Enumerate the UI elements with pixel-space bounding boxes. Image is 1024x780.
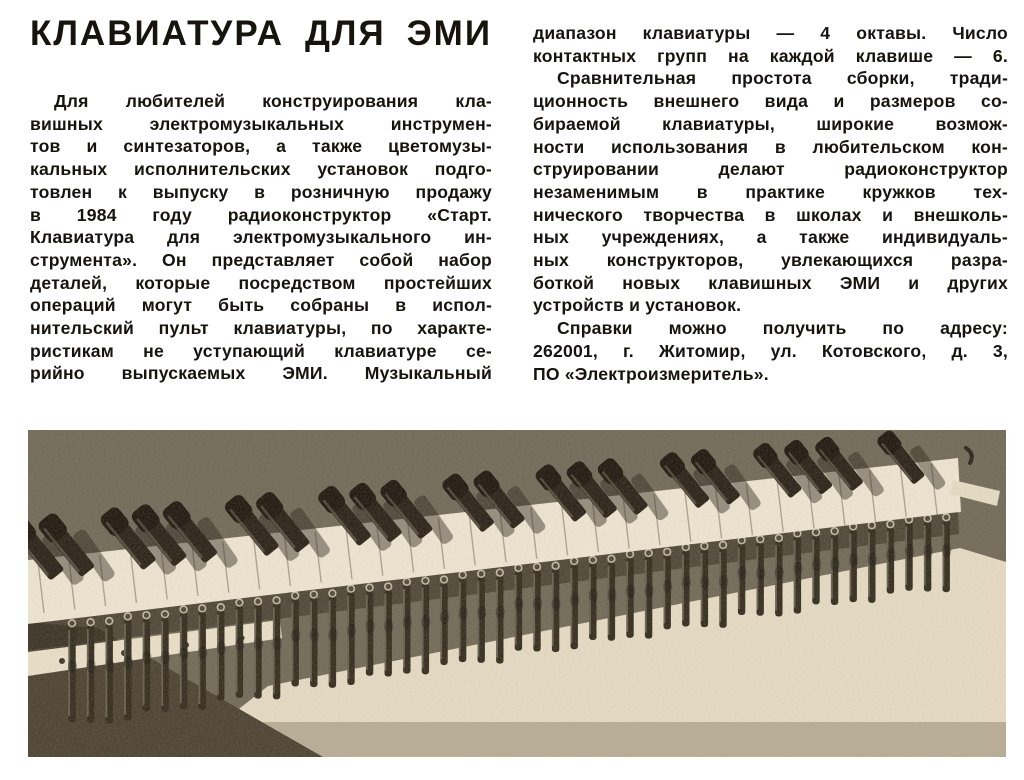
- text-line: контактных групп на каждой клавише — 6.: [533, 45, 1008, 66]
- text-line: кальных исполнительских установок подго-: [30, 159, 492, 180]
- text-line: ных учреждениях, а также индивидуаль-: [533, 227, 1008, 248]
- text-line: Справки можно получить по адресу:: [557, 318, 1008, 339]
- text-line: нительский пульт клавиатуры, по характе-: [30, 318, 492, 339]
- paragraph: [533, 317, 1008, 385]
- text-line: боткой новых клавишных ЭМИ и других: [533, 272, 1008, 293]
- text-line: незаменимым в практике кружков тех-: [533, 181, 1008, 202]
- text-line: бираемой клавиатуры, широкие возмож-: [533, 113, 1008, 134]
- paragraph: [30, 90, 492, 385]
- text-line: струмента». Он представляет собой набор: [30, 249, 492, 270]
- text-line: рийно выпускаемых ЭМИ. Музыкальный: [30, 363, 492, 384]
- text-line: 262001, г. Житомир, ул. Котовского, д. 3,: [533, 340, 1008, 361]
- text-line: ных конструкторов, увлекающихся разра-: [533, 250, 1008, 271]
- article-title: КЛАВИАТУРА ДЛЯ ЭМИ: [30, 14, 492, 53]
- text-line: ристикам не уступающий клавиатуре се-: [30, 340, 492, 361]
- right-column-text: [533, 22, 1008, 385]
- text-line: операций могут быть собраны в испол-: [30, 295, 492, 316]
- text-line: устройств и установок.: [533, 295, 742, 316]
- text-line: струировании делают радиоконструктор: [533, 159, 1008, 180]
- left-column: [30, 12, 492, 410]
- text-line: в 1984 году радиоконструктор «Старт.: [30, 204, 492, 225]
- text-line: тов и синтезаторов, а также цветомузы-: [30, 136, 492, 157]
- text-line: ционность внешнего вида и размеров со-: [533, 91, 1008, 112]
- text-line: товлен к выпуску в розничную продажу: [30, 181, 492, 202]
- left-column-text: [30, 90, 492, 385]
- text-line: Клавиатура для электромузыкального ин-: [30, 227, 492, 248]
- photo-image: [28, 430, 1006, 757]
- text-line: Для любителей конструирования кла-: [54, 91, 492, 111]
- photo-keyboard-kit: [28, 430, 1006, 757]
- paragraph: [533, 67, 1008, 317]
- article: [30, 12, 1008, 410]
- text-line: диапазон клавиатуры — 4 октавы. Число: [533, 23, 1008, 43]
- text-line: деталей, которые посредством простейших: [30, 272, 492, 293]
- text-line: нического творчества в школах и внешколь-: [533, 204, 1008, 225]
- right-column: [533, 12, 1008, 410]
- paragraph: [533, 22, 1008, 67]
- grain-overlay: [28, 430, 1006, 757]
- text-line: ности использования в любительском кон-: [533, 136, 1008, 157]
- text-line: вишных электромузыкальных инструмен-: [30, 113, 492, 134]
- text-line: Сравнительная простота сборки, тради-: [557, 68, 1008, 89]
- text-line: ПО «Электроизмеритель».: [533, 363, 769, 384]
